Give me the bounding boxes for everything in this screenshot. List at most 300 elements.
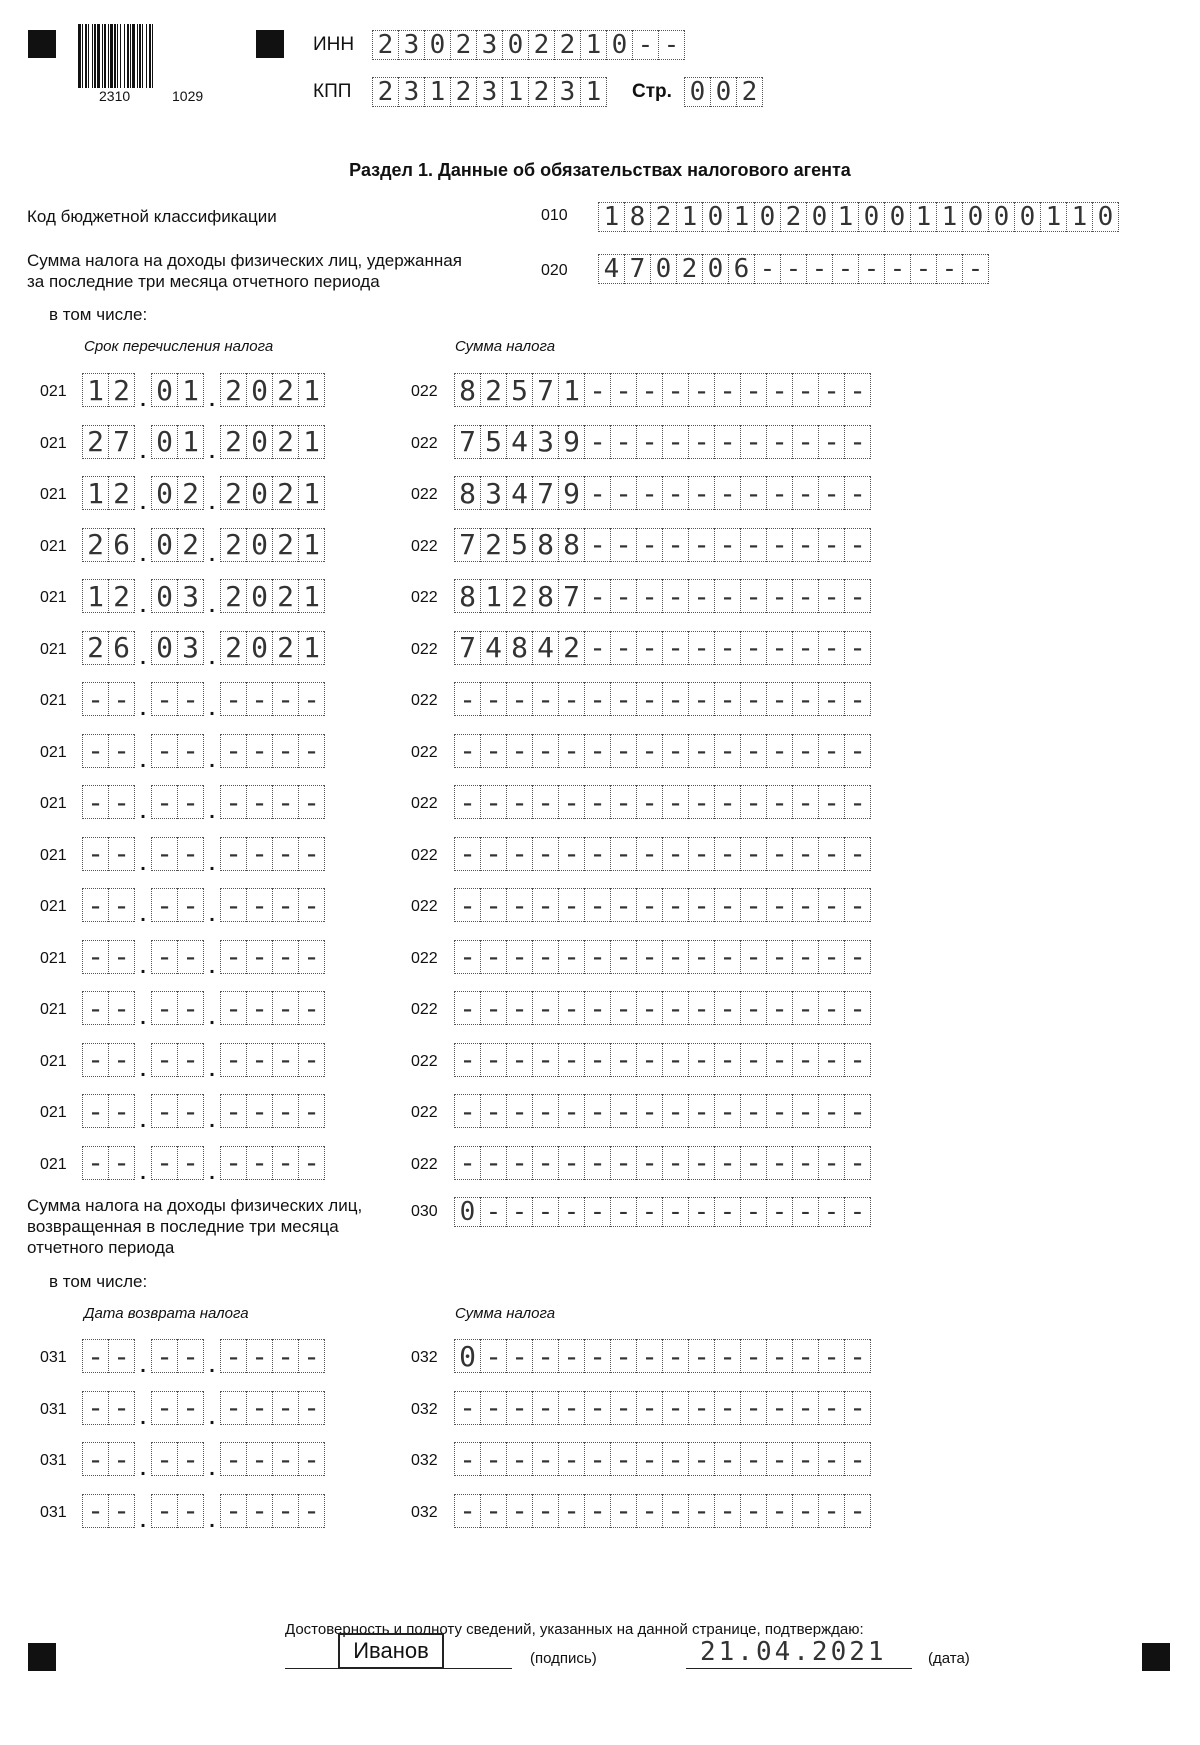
payment-sum-field[interactable] [454,631,871,665]
date-digit-cell: - [220,1094,246,1128]
page-number-field[interactable] [684,77,763,107]
payment-sum-field[interactable] [454,991,871,1025]
date-digit-cell: 2 [220,425,246,459]
return-sum-field[interactable] [454,1391,871,1425]
payment-sum-cell: - [818,734,844,768]
date-separator-dot: . [209,1509,215,1532]
date-digit-cell: 2 [220,476,246,510]
return-sum-code: 032 [411,1503,438,1521]
payment-sum-cell: - [688,1043,714,1077]
date-separator-dot: . [140,1161,146,1184]
return-sum-cell: - [818,1391,844,1425]
date-digit-cell: - [108,682,134,716]
withheld-cell: 2 [676,254,702,284]
payment-sum-cell: - [714,785,740,819]
payment-sum-cell: - [636,888,662,922]
payment-sum-cell: - [792,940,818,974]
page-label: Стр. [632,81,672,102]
kbk-cell: 2 [780,202,806,232]
payment-date-field[interactable] [82,1043,325,1081]
payment-sum-cell: - [844,631,870,665]
payment-sum-field[interactable] [454,579,871,613]
date-digit-cell: - [177,1043,203,1077]
returned-cell: - [584,1197,610,1227]
date-digit-cell: - [82,1442,108,1476]
payment-sum-cell: - [844,1094,870,1128]
payment-sum-cell: 1 [558,373,584,407]
inn-field[interactable] [372,30,685,60]
payment-sum-field[interactable] [454,1043,871,1077]
date-digit-cell: - [108,837,134,871]
payment-sum-field[interactable] [454,476,871,510]
payment-sum-cell: - [792,785,818,819]
return-sum-cell: - [714,1442,740,1476]
date-separator-dot: . [209,389,215,411]
payment-sum-cell: - [818,579,844,613]
date-digit-cell: - [108,888,134,922]
returned-label-line1: Сумма налога на доходы физических лиц, [27,1196,363,1215]
return-sum-cell: - [532,1442,558,1476]
date-digit-cell: - [298,1442,324,1476]
date-digit-cell: 6 [108,528,134,562]
returned-cell: - [506,1197,532,1227]
return-sum-cell: - [818,1442,844,1476]
payment-sum-cell: - [714,1094,740,1128]
return-sum-cell: - [818,1339,844,1373]
payment-sum-cell: - [454,785,480,819]
payment-sum-cell: - [636,940,662,974]
payment-sum-cell: - [636,1094,662,1128]
payment-sum-cell: - [454,734,480,768]
payment-sum-cell: - [454,991,480,1025]
date-digit-cell: - [151,785,177,819]
payment-sum-cell: - [532,940,558,974]
date-digit-cell: 0 [151,373,177,407]
date-digit-cell: - [272,1094,298,1128]
withheld-cell: - [858,254,884,284]
date-digit-cell: - [82,837,108,871]
payment-sum-field[interactable] [454,528,871,562]
date-caption: (дата) [928,1650,970,1667]
payment-sum-cell: - [792,476,818,510]
return-sum-field[interactable] [454,1442,871,1476]
payment-sum-cell: - [766,682,792,716]
return-sum-cell: - [636,1442,662,1476]
kpp-field[interactable] [372,77,607,107]
date-separator-dot: . [140,904,146,926]
return-sum-cell: - [766,1339,792,1373]
page-cell: 2 [736,77,762,107]
date-digit-cell: - [220,1339,246,1373]
date-digit-cell: 2 [220,579,246,613]
date-digit-cell: 1 [298,631,324,665]
payment-date-field[interactable] [82,373,325,411]
payment-date-code: 021 [40,949,67,967]
return-date-field[interactable] [82,1391,325,1429]
payment-sum-cell: - [584,785,610,819]
payment-sum-cell: - [610,579,636,613]
date-digit-cell: - [272,1391,298,1425]
date-line [686,1668,912,1669]
payment-date-field[interactable] [82,785,325,823]
return-sum-cell: - [688,1391,714,1425]
return-sum-cell: - [662,1494,688,1528]
kbk-cell: 1 [1066,202,1092,232]
date-digit-cell: 1 [177,425,203,459]
payment-sum-code: 022 [411,640,438,658]
payment-sum-cell: - [714,940,740,974]
date-digit-cell: 2 [272,476,298,510]
payment-sum-cell: - [818,1094,844,1128]
payment-date-field[interactable] [82,579,325,617]
return-sum-cell: - [454,1442,480,1476]
payment-sum-cell: - [740,1146,766,1180]
date-digit-cell: - [151,682,177,716]
date-digit-cell: - [82,1094,108,1128]
return-sum-cell: - [532,1391,558,1425]
date-digit-cell: - [82,1494,108,1528]
section-title: Раздел 1. Данные об обязательствах налогового агента [349,160,851,180]
payment-sum-cell: 7 [532,373,558,407]
date-digit-cell: 2 [82,425,108,459]
payment-sum-code: 022 [411,1001,438,1018]
date-digit-cell: - [108,1094,134,1128]
payment-date-field[interactable] [82,888,325,926]
payment-sum-cell: - [454,1146,480,1180]
payment-sum-cell: - [480,734,506,768]
payment-sum-field[interactable] [454,682,871,716]
payment-sum-cell: 2 [558,631,584,665]
payment-sum-cell: - [662,425,688,459]
payment-sum-cell: - [844,991,870,1025]
return-sum-cell: - [844,1391,870,1425]
return-sum-cell: - [714,1339,740,1373]
date-digit-cell: 2 [108,476,134,510]
payment-sum-field[interactable] [454,425,871,459]
payment-sum-cell: - [610,1043,636,1077]
date-digit-cell: - [82,1339,108,1373]
payment-sum-cell: - [818,837,844,871]
payment-date-field[interactable] [82,528,325,566]
kpp-label: КПП [313,81,352,102]
payment-sum-cell: - [506,1146,532,1180]
payment-date-code: 021 [40,692,67,709]
date-digit-cell: - [177,734,203,768]
return-sum-cell: - [506,1391,532,1425]
date-separator-dot: . [140,492,146,514]
payment-sum-cell: - [740,425,766,459]
payment-sum-cell: - [584,940,610,974]
payment-sum-cell: - [610,785,636,819]
payment-sum-cell: - [636,528,662,562]
payment-sum-cell: - [610,631,636,665]
return-date-field[interactable] [82,1442,325,1480]
return-sum-cell: - [844,1494,870,1528]
returned-cell: - [740,1197,766,1227]
return-sum-cell: - [480,1494,506,1528]
payment-sum-field[interactable] [454,1094,871,1128]
payment-sum-cell: 1 [480,579,506,613]
date-separator-dot: . [209,595,215,617]
payment-sum-field[interactable] [454,373,871,407]
payment-sum-field[interactable] [454,785,871,819]
payment-date-field[interactable] [82,476,325,514]
kbk-field[interactable] [598,202,1119,232]
returned-cell: - [662,1197,688,1227]
payment-sum-cell: 2 [480,528,506,562]
date-digit-cell: - [151,888,177,922]
return-sum-cell: - [558,1442,584,1476]
payment-sum-cell: - [740,476,766,510]
payment-sum-cell: - [688,373,714,407]
date-digit-cell: - [177,682,203,716]
payment-sum-cell: - [844,1043,870,1077]
payment-sum-cell: - [506,785,532,819]
payment-sum-cell: - [766,1094,792,1128]
payment-sum-cell: 8 [454,476,480,510]
date-digit-cell: 0 [151,425,177,459]
date-digit-cell: - [177,1146,203,1180]
payment-sum-cell: - [454,940,480,974]
payment-date-field[interactable] [82,425,325,463]
payment-sum-cell: - [610,1094,636,1128]
date-digit-cell: - [177,837,203,871]
payment-sum-cell: - [480,682,506,716]
payment-date-code: 021 [40,434,67,452]
return-date-field[interactable] [82,1494,325,1532]
payment-date-code: 021 [40,486,67,503]
return-sum-cell: - [844,1339,870,1373]
kbk-cell: 1 [936,202,962,232]
payment-sum-cell: - [610,734,636,768]
payment-sum-cell: - [766,991,792,1025]
date-digit-cell: 0 [246,579,272,613]
payment-sum-cell: - [506,991,532,1025]
payment-sum-field[interactable] [454,940,871,974]
returned-cell: - [688,1197,714,1227]
date-digit-cell: - [246,1146,272,1180]
date-separator-dot: . [140,955,146,978]
date-digit-cell: 2 [272,528,298,562]
date-digit-cell: - [108,1339,134,1373]
date-digit-cell: - [82,940,108,974]
date-separator-dot: . [140,1406,146,1429]
page-cell: 0 [684,77,710,107]
date-digit-cell: - [298,734,324,768]
corner-marker-top-right [256,30,284,58]
payment-sum-cell: - [844,682,870,716]
payment-sum-cell: - [792,888,818,922]
date-digit-cell: - [82,1391,108,1425]
date-separator-dot: . [140,852,146,875]
kbk-cell: 0 [1092,202,1118,232]
date-digit-cell: 2 [82,631,108,665]
date-separator-dot: . [140,1509,146,1532]
payment-sum-cell: - [636,1146,662,1180]
withheld-field[interactable] [598,254,989,284]
payment-sum-cell: - [714,1146,740,1180]
payment-date-field[interactable] [82,991,325,1029]
payment-sum-field[interactable] [454,837,871,871]
withheld-cell: 4 [598,254,624,284]
payment-sum-cell: - [688,425,714,459]
date-digit-cell: 2 [272,373,298,407]
payment-date-field[interactable] [82,734,325,772]
including-label: в том числе: [49,305,148,324]
date-digit-cell: 0 [151,631,177,665]
payment-date-field[interactable] [82,682,325,720]
date-digit-cell: - [220,785,246,819]
payment-sum-cell: - [662,734,688,768]
return-sum-field[interactable] [454,1339,871,1373]
payment-sum-cell: - [558,734,584,768]
payment-sum-cell: - [714,476,740,510]
date-digit-cell: - [82,1043,108,1077]
payment-sum-cell: - [688,1146,714,1180]
payment-sum-cell: - [844,476,870,510]
date-digit-cell: 1 [82,373,108,407]
payment-date-code: 021 [40,795,67,812]
signature-date[interactable]: 21.04.2021 [700,1637,887,1667]
signature-name[interactable]: Иванов [338,1633,444,1669]
inn-cell: 2 [450,30,476,60]
payment-sum-cell: - [740,631,766,665]
date-digit-cell: - [151,1094,177,1128]
returned-cell: - [792,1197,818,1227]
payment-sum-cell: - [558,940,584,974]
payment-date-field[interactable] [82,837,325,875]
payment-sum-cell: - [740,837,766,871]
payment-sum-cell: 8 [532,579,558,613]
payment-sum-cell: - [584,579,610,613]
payment-date-field[interactable] [82,940,325,978]
payment-sum-cell: - [532,682,558,716]
return-sum-header: Сумма налога [455,1305,556,1322]
payment-sum-cell: 5 [506,528,532,562]
payment-sum-field[interactable] [454,734,871,768]
date-digit-cell: - [246,888,272,922]
date-digit-cell: 2 [177,528,203,562]
payment-sum-cell: - [714,1043,740,1077]
return-sum-cell: - [792,1391,818,1425]
payment-sum-cell: - [662,991,688,1025]
payment-sum-field[interactable] [454,888,871,922]
payment-sum-cell: - [558,888,584,922]
inn-cell: 3 [398,30,424,60]
date-digit-cell: - [177,1442,203,1476]
payment-sum-cell: - [766,631,792,665]
returned-cell: - [532,1197,558,1227]
date-separator-dot: . [140,1355,146,1377]
date-digit-cell: - [177,1494,203,1528]
date-separator-dot: . [140,1458,146,1480]
date-digit-cell: - [246,1494,272,1528]
date-digit-cell: 0 [246,373,272,407]
return-sum-field[interactable] [454,1494,871,1528]
return-sum-code: 032 [411,1452,438,1469]
date-digit-cell: - [298,991,324,1025]
payment-date-field[interactable] [82,1094,325,1132]
inn-cell: - [658,30,684,60]
payment-sum-cell: - [792,837,818,871]
date-digit-cell: - [272,1494,298,1528]
date-digit-cell: - [298,1043,324,1077]
kbk-cell: 0 [1014,202,1040,232]
withheld-cell: 0 [702,254,728,284]
payment-sum-cell: - [532,1094,558,1128]
kpp-cell: 3 [398,77,424,107]
payment-sum-cell: - [688,837,714,871]
date-digit-cell: 2 [220,631,246,665]
payment-sum-cell: - [688,940,714,974]
return-sum-cell: - [454,1391,480,1425]
payment-sum-cell: - [558,1094,584,1128]
return-sum-cell: - [558,1391,584,1425]
date-digit-cell: - [108,1146,134,1180]
payment-sum-cell: - [636,579,662,613]
payment-sum-cell: - [792,631,818,665]
payment-sum-cell: - [714,373,740,407]
payment-sum-cell: - [610,888,636,922]
return-sum-cell: - [506,1494,532,1528]
payment-sum-cell: - [662,837,688,871]
kbk-cell: 0 [988,202,1014,232]
payment-sum-cell: - [558,1043,584,1077]
date-digit-cell: - [272,785,298,819]
payment-sum-cell: - [740,1094,766,1128]
payment-date-field[interactable] [82,631,325,669]
returned-field[interactable] [454,1197,871,1227]
kpp-cell: 2 [450,77,476,107]
payment-sum-cell: - [818,785,844,819]
return-sum-cell: - [766,1494,792,1528]
payment-sum-code: 022 [411,434,438,452]
payment-sum-cell: - [610,425,636,459]
payment-date-field[interactable] [82,1146,325,1184]
payment-sum-cell: - [792,991,818,1025]
kbk-label: Код бюджетной классификации [27,207,277,226]
payment-sum-cell: - [662,631,688,665]
payment-sum-field[interactable] [454,1146,871,1180]
date-digit-cell: - [272,682,298,716]
payment-sum-cell: - [766,373,792,407]
payment-sum-cell: - [454,682,480,716]
date-digit-cell: - [151,734,177,768]
inn-label: ИНН [313,34,355,55]
date-digit-cell: - [151,1494,177,1528]
kbk-cell: 0 [754,202,780,232]
return-sum-cell: - [740,1339,766,1373]
return-sum-cell: - [506,1339,532,1373]
return-sum-cell: - [532,1494,558,1528]
payment-sum-cell: - [688,785,714,819]
return-sum-cell: - [688,1442,714,1476]
date-separator-dot: . [209,492,215,514]
date-digit-cell: 1 [298,425,324,459]
return-sum-cell: - [558,1494,584,1528]
payment-sum-cell: - [532,734,558,768]
payment-sum-cell: - [818,888,844,922]
payment-sum-cell: - [740,991,766,1025]
kbk-cell: 0 [806,202,832,232]
kpp-cell: 1 [502,77,528,107]
date-digit-cell: - [151,1146,177,1180]
return-date-field[interactable] [82,1339,325,1377]
date-digit-cell: - [272,888,298,922]
return-sum-cell: - [532,1339,558,1373]
payment-sum-cell: - [844,734,870,768]
return-sum-cell: - [740,1391,766,1425]
